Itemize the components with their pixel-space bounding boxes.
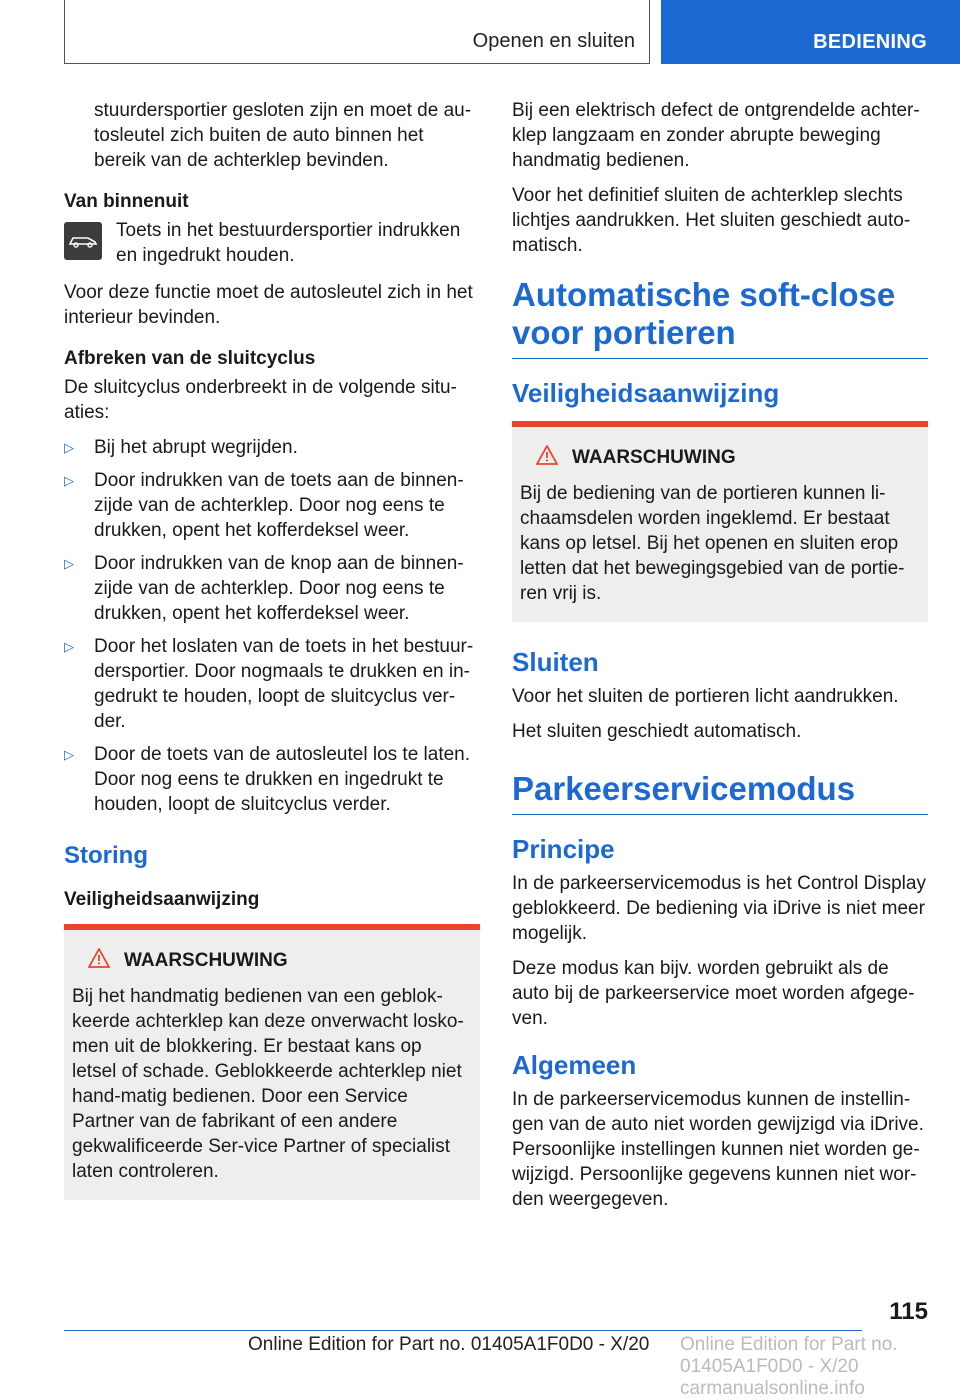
veiligheid-heading-right: Veiligheidsaanwijzing: [512, 378, 780, 408]
icon-instruction: [64, 218, 480, 268]
triangle-bullet-icon: ▷: [64, 747, 74, 762]
watermark: Online Edition for Part no. 01405A1F0D0 - X/20 carmanualsonline.info: [680, 1334, 898, 1399]
list-item: ▷ Door de toets van de autosleutel los te laten. Door nog eens te drukken en ingedrukt te houden, loopt de sluitcyclus verder.: [64, 744, 471, 815]
footer-divider: [64, 1330, 862, 1331]
left-column: [64, 98, 480, 1200]
afbreken-heading: Afbreken van de sluitcyclus: [64, 348, 316, 369]
car-trunk-icon: [64, 222, 102, 260]
warning-text: Bij het handmatig bedienen van een geblok-keerde achterklep kan deze onverwacht losko-men uit de blokkering. Er bestaat kans op letsel of schade. Geblokkeerde achterklep niet hand-matig bedienen. Door een Service Partner van de fabrikant of een andere gekwalificeerde Ser-vice Partner of specialist laten controleren.: [72, 986, 464, 1182]
triangle-bullet-icon: ▷: [64, 639, 74, 654]
list-item: ▷ Door het loslaten van de toets in het bestuur-dersportier. Door nogmaals te drukken en in-gedrukt te houden, loopt de sluitcyclus ver-der.: [64, 636, 474, 732]
triangle-bullet-icon: ▷: [64, 440, 74, 455]
warning-title: WAARSCHUWING: [124, 950, 288, 971]
list-item: ▷ Door indrukken van de toets aan de binnen-zijde van de achterklep. Door nog eens te drukken, opent het kofferdeksel weer.: [64, 470, 464, 541]
warning-triangle-icon: [88, 948, 110, 974]
afbreken-list: [64, 435, 480, 817]
defect-text: Bij een elektrisch defect de ontgrendelde achter-klep langzaam en zonder abrupte beweging handmatig bedienen.: [512, 100, 920, 171]
afbreken-intro: De sluitcyclus onderbreekt in de volgende situ-aties:: [64, 377, 457, 423]
algemeen-text: In de parkeerservicemodus kunnen de instellin-gen van de auto niet worden gewijzigd via iDrive. Persoonlijke instellingen kunnen niet worden ge-wijzigd. Persoonlijke gegevens kunnen niet wor-den weergegeven.: [512, 1089, 924, 1210]
right-column: [512, 98, 928, 1222]
definitief-text: Voor het definitief sluiten de achterklep slechts lichtjes aandrukken. Het sluiten geschiedt auto-matisch.: [512, 185, 911, 256]
warning-box-right: [512, 421, 928, 622]
sluiten-text-2: Het sluiten geschiedt automatisch.: [512, 721, 802, 742]
algemeen-heading: Algemeen: [512, 1050, 637, 1080]
list-item: ▷ Door indrukken van de knop aan de binnen-zijde van de achterklep. Door nog eens te drukken, opent het kofferdeksel weer.: [64, 553, 464, 624]
principe-text: In de parkeerservicemodus is het Control Display geblokkeerd. De bediening via iDrive is niet meer mogelijk.: [512, 873, 926, 944]
warning-triangle-icon: [536, 445, 558, 471]
principe-text-2: Deze modus kan bijv. worden gebruikt als de auto bij de parkeerservice moet worden afgege-ven.: [512, 958, 915, 1029]
triangle-bullet-icon: ▷: [64, 556, 74, 571]
chapter-title: Openen en sluiten: [64, 0, 650, 64]
warning-text: Bij de bediening van de portieren kunnen li-chaamsdelen worden ingeklemd. Er bestaat kans op letsel. Bij het openen en sluiten erop letten dat het bewegingsgebied van de portie-ren vrij is.: [520, 483, 905, 604]
principe-heading: Principe: [512, 834, 615, 864]
softclose-heading: Automatische soft-close voor portieren: [512, 276, 928, 359]
edition-text: Online Edition for Part no. 01405A1F0D0 - X/20: [248, 1334, 650, 1355]
page-number: 115: [889, 1298, 928, 1325]
triangle-bullet-icon: ▷: [64, 473, 74, 488]
intro-continuation: stuurdersportier gesloten zijn en moet de au-tosleutel zich buiten de auto binnen het bereik van de achterklep bevinden.: [94, 100, 472, 171]
van-binnenuit-heading: Van binnenuit: [64, 191, 189, 212]
storing-heading: Storing: [64, 842, 148, 869]
page-header: [0, 0, 960, 66]
warning-title: WAARSCHUWING: [572, 447, 736, 468]
veiligheid-heading-left: Veiligheidsaanwijzing: [64, 889, 260, 910]
sluiten-text: Voor het sluiten de portieren licht aandrukken.: [512, 686, 899, 707]
section-label: BEDIENING: [661, 0, 960, 64]
list-item: ▷ Bij het abrupt wegrijden.: [64, 437, 298, 458]
icon-instruction-text: Toets in het bestuurdersportier indrukken en ingedrukt houden.: [116, 220, 461, 266]
parkeer-heading: Parkeerservicemodus: [512, 770, 928, 815]
warning-box-left: [64, 924, 480, 1200]
sluiten-heading: Sluiten: [512, 647, 599, 677]
key-note: Voor deze functie moet de autosleutel zich in het interieur bevinden.: [64, 282, 473, 328]
